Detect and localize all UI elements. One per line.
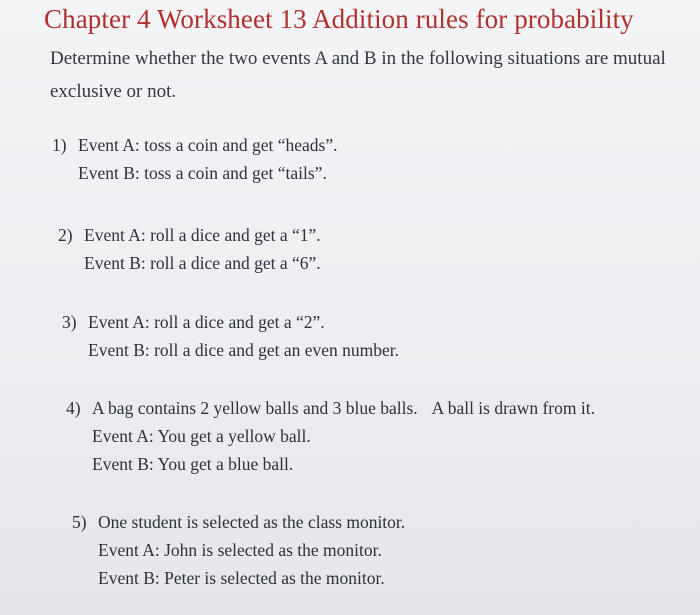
question-4-number: 4)	[66, 398, 81, 418]
question-4	[66, 394, 595, 478]
question-1	[52, 131, 338, 187]
worksheet-title: Chapter 4 Worksheet 13 Addition rules for probability	[44, 4, 634, 34]
question-2-number: 2)	[58, 225, 73, 245]
question-2-line-1	[58, 221, 321, 249]
question-5-line-1	[72, 508, 405, 536]
question-3-line-1	[62, 308, 399, 336]
question-5-setup: One student is selected as the class monitor.	[98, 512, 406, 532]
question-2-event-a: Event A: roll a dice and get a “1”.	[84, 225, 321, 245]
question-5-number: 5)	[72, 512, 87, 532]
question-1-event-a: Event A: toss a coin and get “heads”.	[78, 135, 338, 155]
question-3-event-b: Event B: roll a dice and get an even number.	[88, 340, 400, 360]
question-2-event-b: Event B: roll a dice and get a “6”.	[84, 253, 321, 273]
question-3	[62, 308, 399, 364]
question-4-line-1	[66, 394, 595, 422]
question-3-event-a: Event A: roll a dice and get a “2”.	[88, 312, 325, 332]
question-4-event-b: Event B: You get a blue ball.	[92, 454, 294, 474]
question-1-number: 1)	[52, 135, 67, 155]
question-1-line-1	[52, 131, 338, 159]
question-5	[72, 508, 405, 592]
question-4-setup: A bag contains 2 yellow balls and 3 blue balls.	[92, 398, 418, 418]
question-4-event-a: Event A: You get a yellow ball.	[92, 426, 311, 446]
question-3-number: 3)	[62, 312, 77, 332]
instructions: Determine whether the two events A and B in the following situations are mutual exclusive or not.	[50, 48, 666, 102]
question-5-event-b: Event B: Peter is selected as the monitor.	[98, 568, 385, 588]
question-1-event-b: Event B: toss a coin and get “tails”.	[78, 163, 327, 183]
question-5-event-a: Event A: John is selected as the monitor.	[98, 540, 382, 560]
question-2	[58, 221, 321, 277]
question-4-draw: A ball is drawn from it.	[431, 398, 595, 418]
